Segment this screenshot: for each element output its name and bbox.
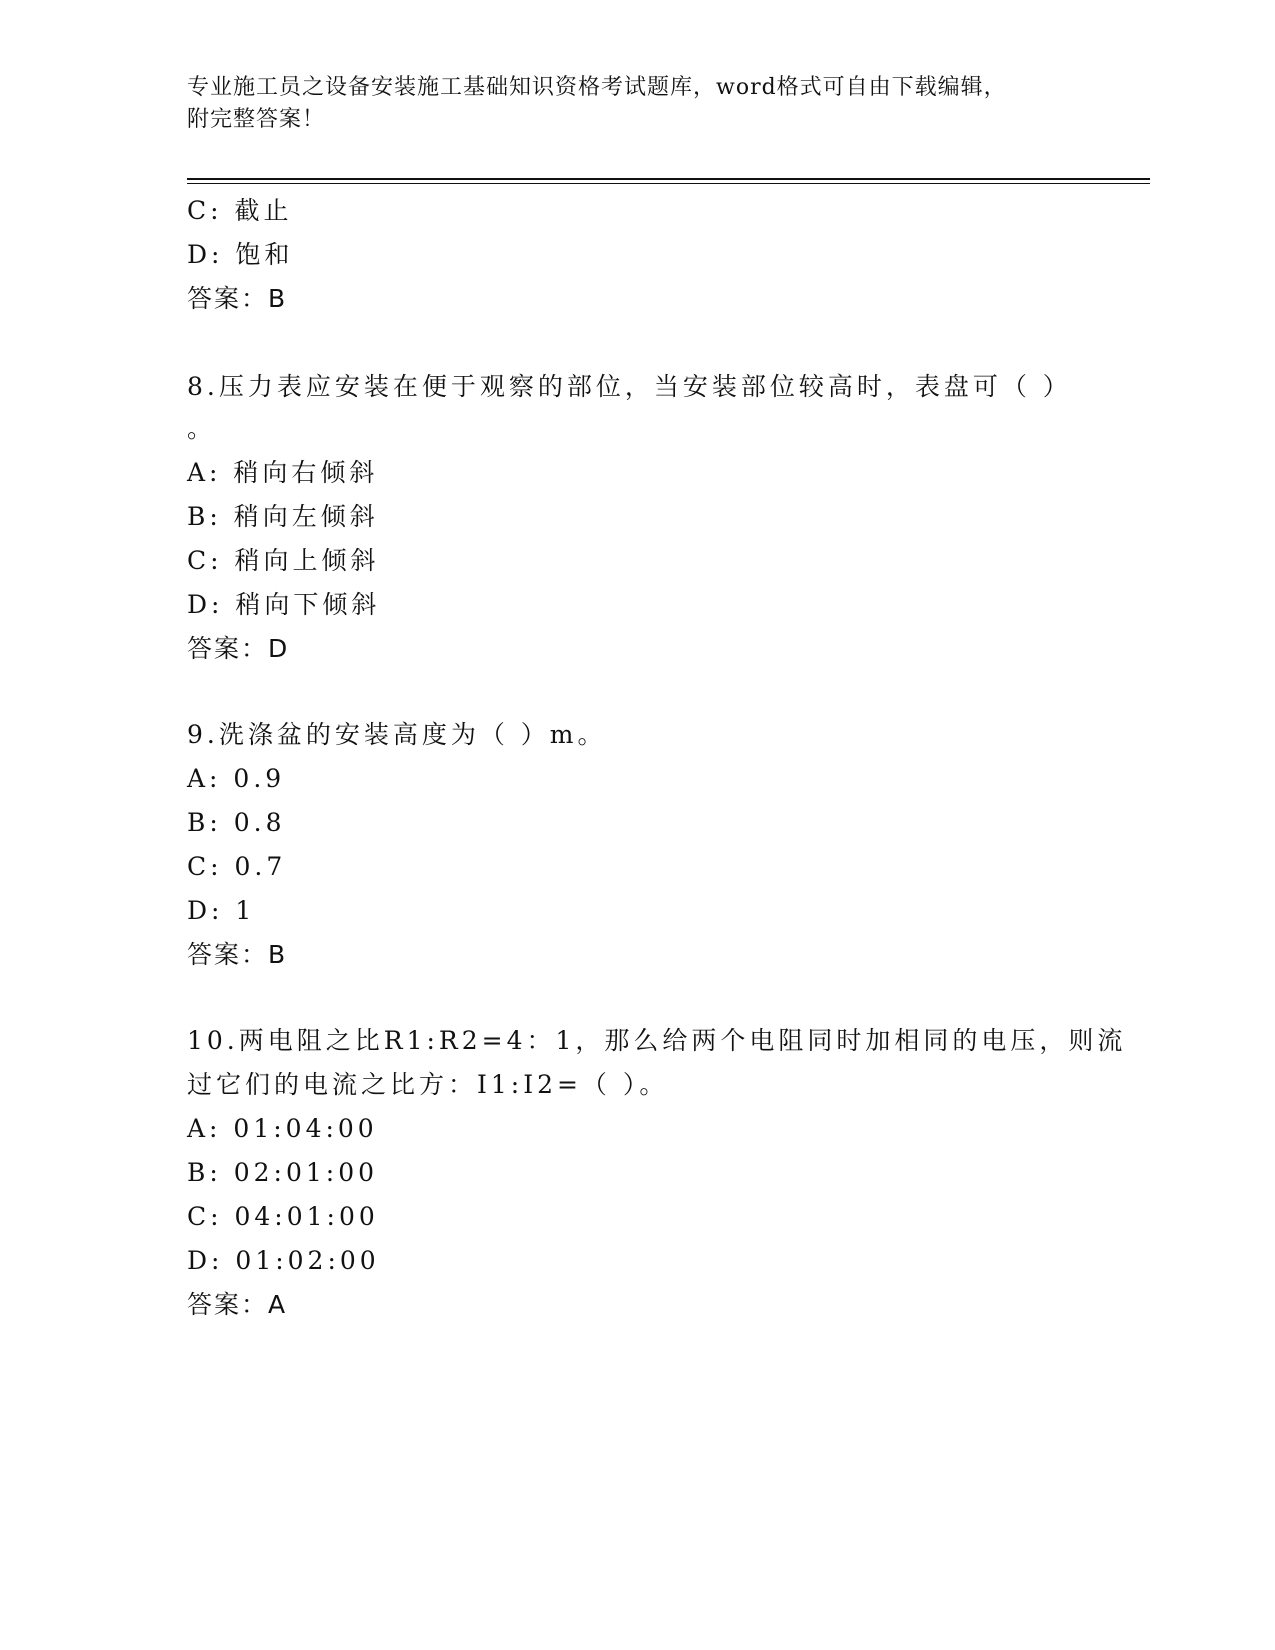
q8-option-d: D: 稍向下倾斜 <box>187 590 381 619</box>
q8-option-b: B: 稍向左倾斜 <box>187 502 379 531</box>
q9-option-d: D: 1 <box>187 896 256 925</box>
document-header <box>187 72 1087 136</box>
q10-option-d: D: 01:02:00 <box>187 1246 380 1275</box>
q10-stem-line-1: 10.两电阻之比R1:R2=4：1，那么给两个电阻同时加相同的电压，则流 <box>187 1026 1127 1055</box>
q7-option-c: C: 截止 <box>187 196 293 225</box>
q8-option-c: C: 稍向上倾斜 <box>187 546 380 575</box>
q8-option-a: A: 稍向右倾斜 <box>187 458 379 487</box>
header-divider-thick <box>187 178 1150 180</box>
header-title-line-2: 附完整答案！ <box>187 107 326 132</box>
q10-option-b: B: 02:01:00 <box>187 1158 379 1187</box>
header-title-line-1: 专业施工员之设备安装施工基础知识资格考试题库，word格式可自由下载编辑， <box>187 75 1007 100</box>
q9-answer: 答案：B <box>187 940 288 969</box>
q10-option-a: A: 01:04:00 <box>187 1114 378 1143</box>
q10-stem-line-2: 过它们的电流之比方：I1:I2=（ ）。 <box>187 1070 669 1099</box>
q8-stem-line-1: 8.压力表应安装在便于观察的部位，当安装部位较高时，表盘可（ ） <box>187 372 1072 401</box>
q9-option-b: B: 0.8 <box>187 808 286 837</box>
q8-answer: 答案：D <box>187 634 290 663</box>
header-divider-thin <box>187 183 1150 184</box>
q7-answer: 答案：B <box>187 284 288 313</box>
q10-answer: 答案：A <box>187 1290 288 1319</box>
q9-option-c: C: 0.7 <box>187 852 287 881</box>
q9-stem: 9.洗涤盆的安装高度为（ ）m。 <box>187 720 607 749</box>
q10-option-c: C: 04:01:00 <box>187 1202 379 1231</box>
q9-option-a: A: 0.9 <box>187 764 286 793</box>
q7-option-d: D: 饱和 <box>187 240 294 269</box>
q8-stem-line-2: 。 <box>187 414 217 443</box>
